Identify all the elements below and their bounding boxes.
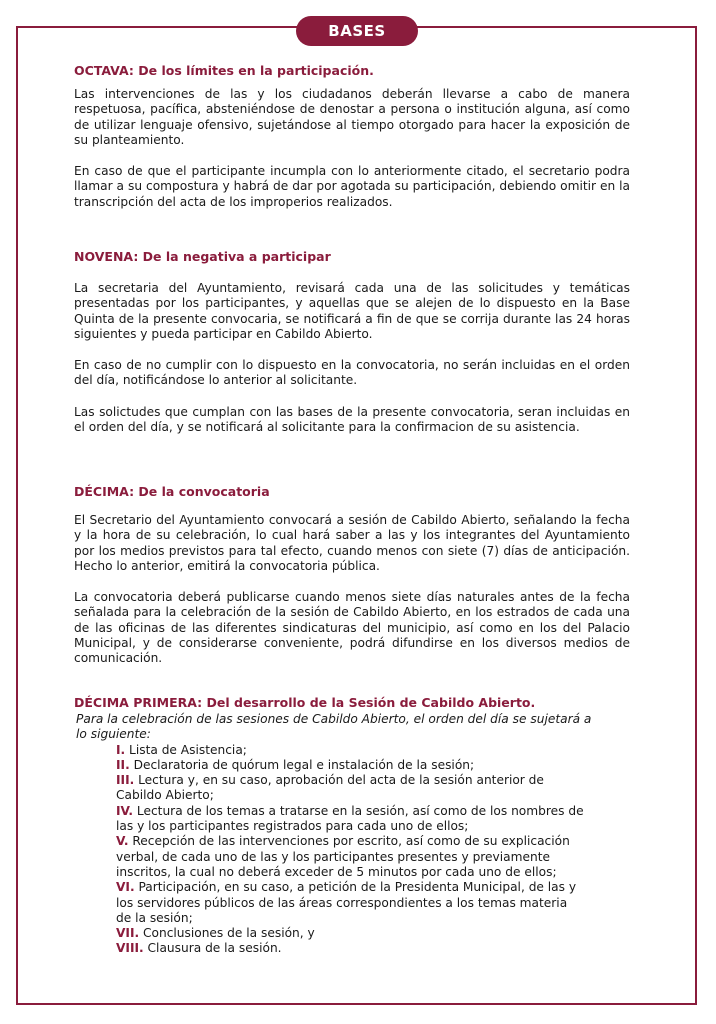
- list-item: II. Declaratoria de quórum legal e instalación de la sesión;: [116, 757, 475, 772]
- list-item: I. Lista de Asistencia;: [116, 742, 247, 757]
- novena-paragraph-3: Las solictudes que cumplan con las bases de la presente convocatoria, seran incluidas en el orden del día, y se notificará al solicitante para la confirmacion de su asistencia.: [74, 404, 630, 435]
- list-item: IV. Lectura de los temas a tratarse en la sesión, así como de los nombres de las y los participantes registrados para cada uno de ellos;: [116, 803, 584, 834]
- section-decima-primera: [74, 695, 630, 957]
- section-octava: [74, 63, 630, 210]
- octava-paragraph-1: Las intervenciones de las y los ciudadanos deberán llevarse a cabo de manera respetuosa, pacífica, absteniéndose de denostar a persona o institución alguna, así como de utilizar lenguaje ofensivo, sujetándose al tiempo otorgado para hacer la exposición de su planteamiento.: [74, 87, 630, 147]
- bases-badge: BASES: [296, 16, 418, 46]
- agenda-list: [74, 743, 586, 957]
- octava-paragraph-2: En caso de que el participante incumpla con lo anteriormente citado, el secretario podra llamar a su compostura y habrá de dar por agotada su participación, debiendo omitir en la transcripción del acta de los improperios realizados.: [74, 164, 630, 209]
- novena-title: NOVENA: De la negativa a participar: [74, 249, 331, 264]
- decima-title: DÉCIMA: De la convocatoria: [74, 484, 270, 499]
- list-item: III. Lectura y, en su caso, aprobación del acta de la sesión anterior de Cabildo Abierto;: [116, 773, 544, 803]
- decima-paragraph-1: El Secretario del Ayuntamiento convocará a sesión de Cabildo Abierto, señalando la fecha y la hora de su celebración, lo cual hará saber a las y los integrantes del Ayuntamiento por los medios previstos para tal efecto, cuando menos con siete (7) días de anticipación. Hecho lo anterior, emitirá la convocatoria pública.: [74, 513, 630, 573]
- list-item: V. Recepción de las intervenciones por escrito, así como de su explicación verbal, de cada uno de las y los participantes presentes y previamente inscritos, la cual no deberá exceder de 5 minutos por cada uno de ellos;: [116, 834, 570, 879]
- list-item: VII. Conclusiones de la sesión, y: [116, 926, 315, 941]
- decima-primera-intro: Para la celebración de las sesiones de Cabildo Abierto, el orden del día se sujetará a lo siguiente:: [76, 712, 592, 742]
- decima-primera-title: DÉCIMA PRIMERA: Del desarrollo de la Sesión de Cabildo Abierto.: [74, 695, 536, 710]
- list-item: VIII. Clausura de la sesión.: [116, 941, 282, 956]
- novena-paragraph-1: La secretaria del Ayuntamiento, revisará cada una de las solicitudes y temáticas presentadas por los participantes, y aquellas que se alejen de lo dispuesto en la Base Quinta de la presente convocaria, se notificará a fin de que se corrija durante las 24 horas siguientes y pueda participar en Cabildo Abierto.: [74, 281, 630, 341]
- decima-paragraph-2: La convocatoria deberá publicarse cuando menos siete días naturales antes de la fecha señalada para la celebración de la sesión de Cabildo Abierto, en los estrados de cada una de las oficinas de las diferentes sindicaturas del municipio, así como en los del Palacio Municipal, y de considerarse conveniente, podrá difundirse en los diversos medios de comunicación.: [74, 590, 630, 666]
- section-novena: [74, 249, 630, 435]
- octava-title: OCTAVA: De los límites en la participación.: [74, 63, 374, 78]
- list-item: VI. Participación, en su caso, a petición de la Presidenta Municipal, de las y los servidores públicos de las áreas correspondientes a los temas materia de la sesión;: [116, 880, 577, 925]
- novena-paragraph-2: En caso de no cumplir con lo dispuesto en la convocatoria, no serán incluidas en el orden del día, notificándose lo anterior al solicitante.: [74, 358, 630, 388]
- section-decima: [74, 484, 630, 667]
